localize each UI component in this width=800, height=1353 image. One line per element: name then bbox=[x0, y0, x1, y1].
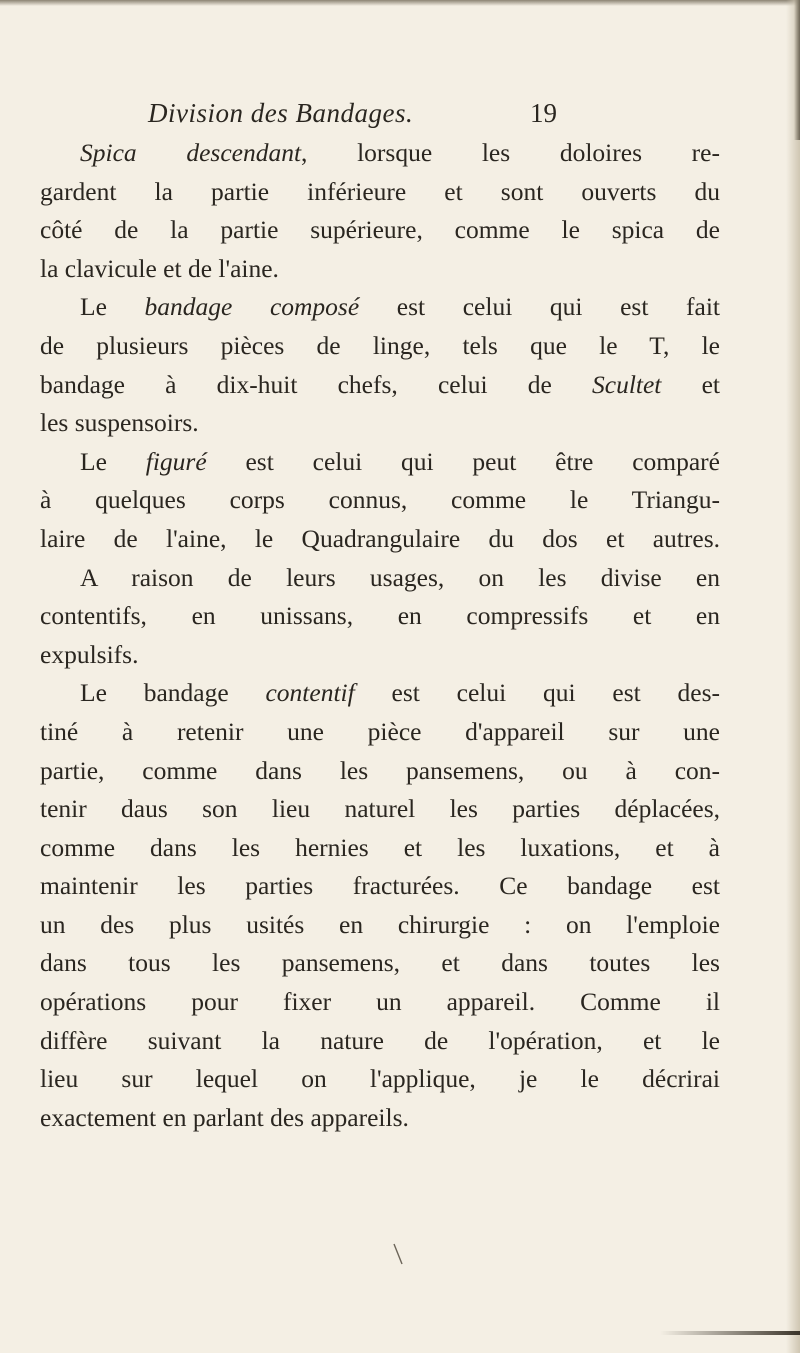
body-text bbox=[40, 134, 720, 1137]
text-run: Le bandage bbox=[80, 678, 266, 708]
text-line bbox=[40, 481, 720, 520]
page-edge-shadow bbox=[794, 0, 800, 140]
text-run: est celui qui peut être comparé bbox=[206, 446, 720, 476]
text-line bbox=[40, 944, 720, 983]
text-run: côté de la partie supérieure, comme le spica de bbox=[40, 215, 720, 245]
text-run: lieu sur lequel on l'applique, je le décrirai bbox=[40, 1064, 720, 1094]
text-line bbox=[40, 134, 720, 173]
text-run: laire de l'aine, le Quadrangulaire du dos et autres. bbox=[40, 523, 720, 553]
text-line bbox=[40, 829, 720, 868]
text-line bbox=[40, 906, 720, 945]
text-run: Le bbox=[80, 446, 146, 476]
page-edge-bottom bbox=[660, 1331, 800, 1335]
text-line bbox=[40, 520, 720, 559]
text-line bbox=[40, 559, 720, 598]
italic-term: Spica descendant bbox=[80, 138, 302, 167]
text-run: dans tous les pansemens, et dans toutes les bbox=[40, 948, 720, 978]
text-run: les suspensoirs. bbox=[40, 408, 199, 438]
text-line bbox=[40, 597, 720, 636]
text-line bbox=[40, 1022, 720, 1061]
text-line bbox=[40, 636, 720, 675]
text-run: maintenir les parties fracturées. Ce bandage est bbox=[40, 871, 720, 901]
text-line bbox=[40, 443, 720, 482]
text-run: un des plus usités en chirurgie : on l'emploie bbox=[40, 909, 720, 939]
text-line bbox=[40, 1099, 720, 1138]
running-head bbox=[0, 98, 720, 138]
page-edge-top bbox=[0, 0, 800, 6]
text-line bbox=[40, 713, 720, 752]
running-head-title: Division des Bandages. bbox=[148, 98, 414, 128]
text-run: expulsifs. bbox=[40, 639, 139, 669]
text-line bbox=[40, 1060, 720, 1099]
text-run: A raison de leurs usages, on les divise en bbox=[80, 562, 720, 592]
text-line bbox=[40, 173, 720, 212]
italic-term: bandage composé bbox=[144, 292, 360, 322]
text-line bbox=[40, 366, 720, 405]
text-run: contentifs, en unissans, en compressifs et en bbox=[40, 601, 720, 631]
text-run: comme dans les hernies et les luxations, et à bbox=[40, 832, 720, 862]
text-run: bandage à dix-huit chefs, celui de bbox=[40, 369, 592, 399]
text-run: partie, comme dans les pansemens, ou à con- bbox=[40, 755, 720, 785]
text-run: tiné à retenir une pièce d'appareil sur une bbox=[40, 716, 720, 746]
text-run: est celui qui est des- bbox=[354, 678, 720, 708]
italic-term: contentif bbox=[265, 678, 355, 708]
text-line bbox=[40, 983, 720, 1022]
italic-term: figuré bbox=[145, 446, 207, 476]
text-run: , lorsque les doloires re- bbox=[301, 138, 720, 167]
text-run: gardent la partie inférieure et sont ouverts du bbox=[40, 176, 720, 206]
text-run: de plusieurs pièces de linge, tels que le T, le bbox=[40, 330, 720, 360]
text-line bbox=[40, 404, 720, 443]
text-line bbox=[40, 752, 720, 791]
text-run: diffère suivant la nature de l'opération, et le bbox=[40, 1025, 720, 1055]
text-run: la clavicule et de l'aine. bbox=[40, 253, 279, 283]
text-line bbox=[40, 790, 720, 829]
text-line bbox=[40, 867, 720, 906]
italic-term: Scultet bbox=[592, 369, 662, 399]
text-run: Le bbox=[80, 292, 145, 322]
page-number: 19 bbox=[530, 98, 557, 128]
text-run: opérations pour fixer un appareil. Comme il bbox=[40, 987, 720, 1017]
stray-mark bbox=[390, 1240, 410, 1280]
text-run: à quelques corps connus, comme le Triangu- bbox=[40, 485, 720, 515]
text-line bbox=[40, 211, 720, 250]
text-line bbox=[40, 288, 720, 327]
text-run: exactement en parlant des appareils. bbox=[40, 1102, 409, 1132]
text-run: tenir daus son lieu naturel les parties déplacées, bbox=[40, 794, 720, 824]
text-line bbox=[40, 327, 720, 366]
text-line bbox=[40, 250, 720, 289]
page-edge-right bbox=[786, 0, 800, 1353]
text-line bbox=[40, 674, 720, 713]
text-run: est celui qui est fait bbox=[359, 292, 720, 322]
text-run: et bbox=[661, 369, 720, 399]
